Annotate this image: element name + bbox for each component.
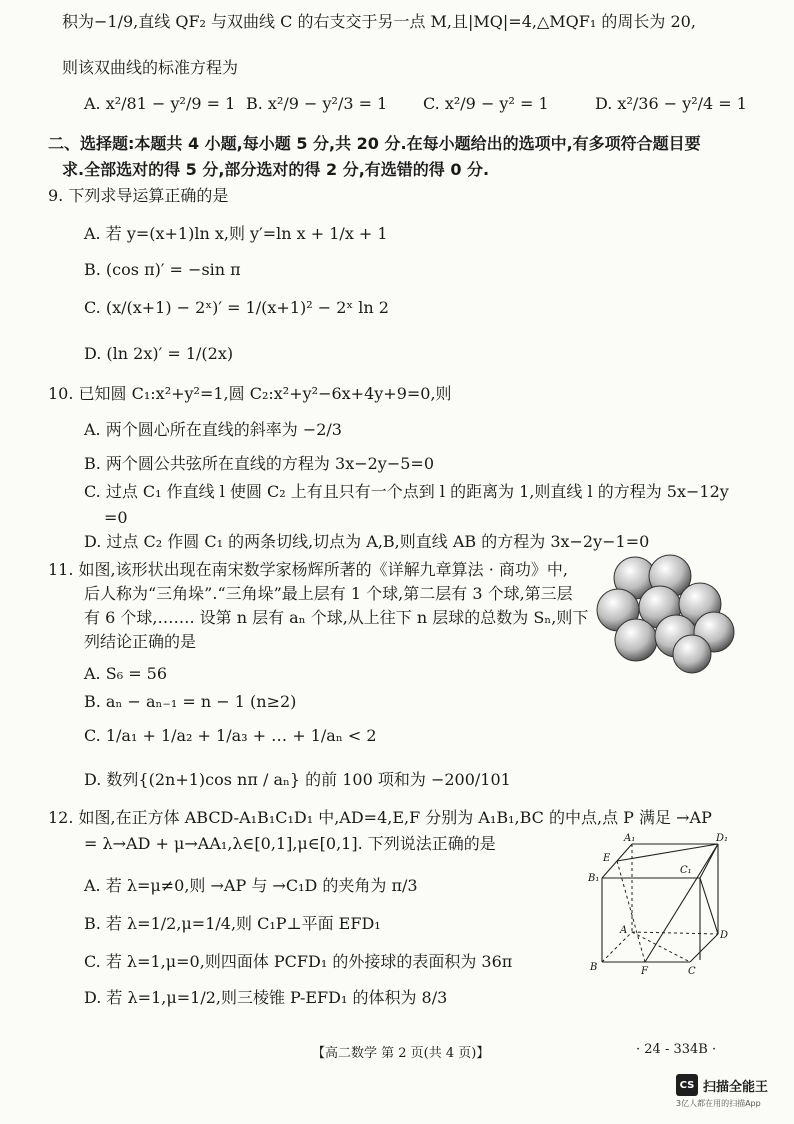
- scanner-name: 扫描全能王: [703, 1079, 769, 1095]
- q8-option-c: C. x²/9 − y² = 1: [423, 94, 549, 113]
- q10-option-c-line1: C. 过点 C₁ 作直线 l 使圆 C₂ 上有且只有一个点到 l 的距离为 1,则直线 l 的方程为 5x−12y: [84, 482, 729, 501]
- q9-option-c: C. (x/(x+1) − 2ˣ)′ = 1/(x+1)² − 2ˣ ln 2: [84, 298, 389, 317]
- scanner-badge-icon: CS: [676, 1074, 698, 1096]
- q9-stem: 9. 下列求导运算正确的是: [48, 186, 229, 205]
- q8-option-d: D. x²/36 − y²/4 = 1: [595, 94, 747, 113]
- q8-line1: 积为−1/9,直线 QF₂ 与双曲线 C 的右支交于另一点 M,且|MQ|=4,△MQF₁ 的周长为 20,: [62, 12, 696, 31]
- q8-option-b: B. x²/9 − y²/3 = 1: [246, 94, 388, 113]
- triangular-pile-figure: [588, 550, 738, 675]
- q9-option-b: B. (cos π)′ = −sin π: [84, 260, 241, 279]
- q10-option-d: D. 过点 C₂ 作圆 C₁ 的两条切线,切点为 A,B,则直线 AB 的方程为 3x−2y−1=0: [84, 532, 650, 551]
- cube-label-d1: D₁: [716, 833, 729, 844]
- q12-stem-line1: 12. 如图,在正方体 ABCD-A₁B₁C₁D₁ 中,AD=4,E,F 分别为 A₁B₁,BC 的中点,点 P 满足 →AP: [48, 808, 712, 827]
- q9-option-a: A. 若 y=(x+1)ln x,则 y′=ln x + 1/x + 1: [84, 224, 388, 243]
- cube-label-b1: B₁: [588, 873, 600, 884]
- cube-label-c1: C₁: [680, 865, 692, 876]
- footer-page-info: 【高二数学 第 2 页(共 4 页)】: [312, 1046, 490, 1061]
- q12-option-b: B. 若 λ=1/2,μ=1/4,则 C₁P⊥平面 EFD₁: [84, 914, 381, 933]
- q11-stem-line3: 有 6 个球,……. 设第 n 层有 aₙ 个球,从上往下 n 层球的总数为 Sₙ,则下: [84, 608, 589, 627]
- q10-stem: 10. 已知圆 C₁:x²+y²=1,圆 C₂:x²+y²−6x+4y+9=0,则: [48, 384, 452, 403]
- q11-option-b: B. aₙ − aₙ₋₁ = n − 1 (n≥2): [84, 692, 297, 711]
- q10-option-a: A. 两个圆心所在直线的斜率为 −2/3: [84, 420, 342, 439]
- q11-option-d: D. 数列{(2n+1)cos nπ / aₙ} 的前 100 项和为 −200/101: [84, 770, 511, 789]
- cube-figure: [580, 830, 740, 980]
- q12-option-d: D. 若 λ=1,μ=1/2,则三棱锥 P-EFD₁ 的体积为 8/3: [84, 988, 448, 1007]
- q11-stem-line2: 后人称为“三角垛”.“三角垛”最上层有 1 个球,第二层有 3 个球,第三层: [84, 584, 573, 603]
- q9-option-d: D. (ln 2x)′ = 1/(2x): [84, 344, 234, 363]
- scanner-logo: [676, 1074, 768, 1096]
- scanner-tagline: 3亿人都在用的扫描App: [676, 1099, 761, 1108]
- q8-option-a: A. x²/81 − y²/9 = 1: [84, 94, 236, 113]
- footer-code: · 24 - 334B ·: [636, 1042, 717, 1057]
- q10-option-b: B. 两个圆公共弦所在直线的方程为 3x−2y−5=0: [84, 454, 435, 473]
- cube-label-a1: A₁: [624, 833, 636, 844]
- q8-line2: 则该双曲线的标准方程为: [62, 58, 239, 77]
- q11-option-a: A. S₆ = 56: [84, 664, 168, 683]
- q12-stem-line2: = λ→AD + μ→AA₁,λ∈[0,1],μ∈[0,1]. 下列说法正确的是: [84, 834, 496, 853]
- q12-option-a: A. 若 λ=μ≠0,则 →AP 与 →C₁D 的夹角为 π/3: [84, 876, 418, 895]
- cube-label-e: E: [603, 853, 611, 864]
- cube-label-b: B: [590, 962, 598, 973]
- q11-stem-line1: 11. 如图,该形状出现在南宋数学家杨辉所著的《详解九章算法 · 商功》中,: [48, 560, 568, 579]
- cube-label-f: F: [641, 966, 648, 977]
- sphere: [673, 635, 711, 673]
- q11-option-c: C. 1/a₁ + 1/a₂ + 1/a₃ + … + 1/aₙ < 2: [84, 726, 377, 745]
- cube-label-d: D: [720, 930, 729, 941]
- section2-line2: 求.全部选对的得 5 分,部分选对的得 2 分,有选错的得 0 分.: [62, 160, 490, 179]
- cube-label-a: A: [620, 925, 628, 936]
- sphere: [615, 619, 657, 661]
- q10-option-c-line2: =0: [104, 508, 128, 527]
- section2-line1: 二、选择题:本题共 4 小题,每小题 5 分,共 20 分.在每小题给出的选项中,有多项符合题目要: [48, 134, 701, 153]
- q11-stem-line4: 列结论正确的是: [84, 632, 197, 651]
- q12-option-c: C. 若 λ=1,μ=0,则四面体 PCFD₁ 的外接球的表面积为 36π: [84, 952, 513, 971]
- cube-label-c: C: [688, 966, 696, 977]
